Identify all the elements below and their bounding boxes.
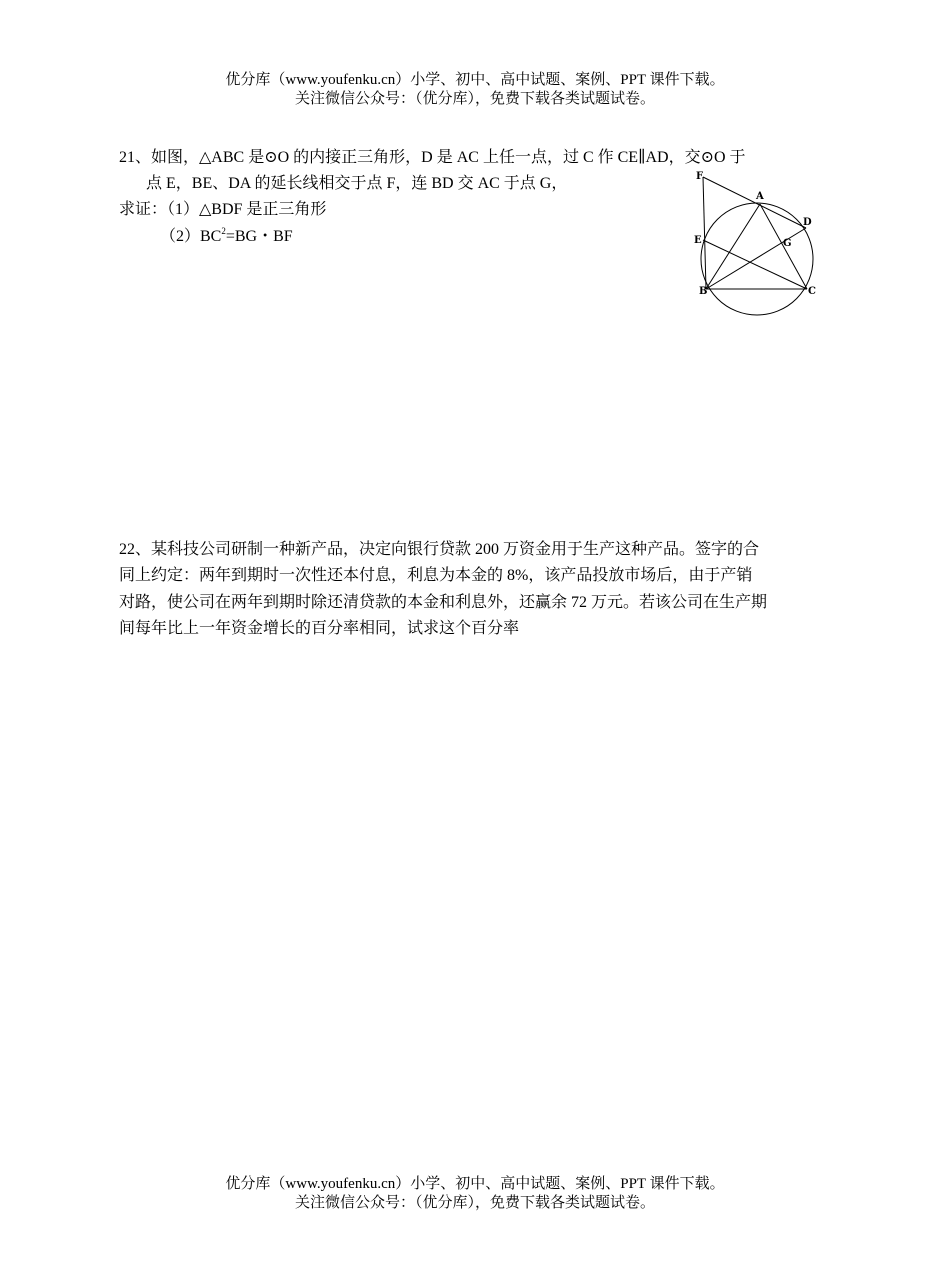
label-d: D [803, 217, 812, 228]
q21-line-4-pre: （2）BC [160, 228, 222, 245]
q21-line-4-post: =BG・BF [225, 228, 293, 245]
header-line-1: 优分库（www.youfenku.cn）小学、初中、高中试题、案例、PPT 课件下载。 [225, 72, 725, 88]
footer-line-1: 优分库（www.youfenku.cn）小学、初中、高中试题、案例、PPT 课件下载。 [225, 1176, 725, 1192]
q21-line-1: 21、如图，△ABC 是⊙O 的内接正三角形，D 是 AC 上任一点，过 C 作 CE∥AD，交⊙O 于 [119, 149, 746, 166]
header-line-2: 关注微信公众号：（优分库），免费下载各类试题试卷。 [294, 91, 655, 107]
segment-ab [706, 204, 760, 289]
q22-line-4: 间每年比上一年资金增长的百分率相同，试求这个百分率 [119, 620, 520, 637]
q21-line-2: 点 E，BE、DA 的延长线相交于点 F，连 BD 交 AC 于点 G， [146, 175, 568, 192]
footer-line-2: 关注微信公众号：（优分库），免费下载各类试题试卷。 [294, 1195, 655, 1211]
q22-line-2: 同上约定：两年到期时一次性还本付息，利息为本金的 8%，该产品投放市场后，由于产销 [119, 567, 753, 584]
label-f: F [696, 171, 704, 182]
q21-line-4-sup: 2 [221, 226, 226, 236]
geometry-diagram [690, 168, 820, 320]
label-c: C [808, 286, 816, 297]
segment-fd [703, 177, 806, 228]
q21-line-4 [160, 227, 293, 247]
label-b: B [699, 286, 708, 297]
label-g: G [783, 238, 792, 249]
segment-fb [703, 177, 706, 289]
q22-line-3: 对路，使公司在两年到期时除还清贷款的本金和利息外，还赢余 72 万元。若该公司在生产期 [119, 594, 768, 611]
circle-o [701, 203, 813, 315]
page-header [0, 71, 950, 109]
page-footer [0, 1175, 950, 1213]
label-a: A [756, 191, 764, 202]
label-e: E [694, 235, 702, 246]
q22-line-1: 22、某科技公司研制一种新产品，决定向银行贷款 200 万资金用于生产这种产品。签字的合 [119, 541, 760, 558]
q21-line-3: 求证：（1）△BDF 是正三角形 [119, 201, 327, 218]
